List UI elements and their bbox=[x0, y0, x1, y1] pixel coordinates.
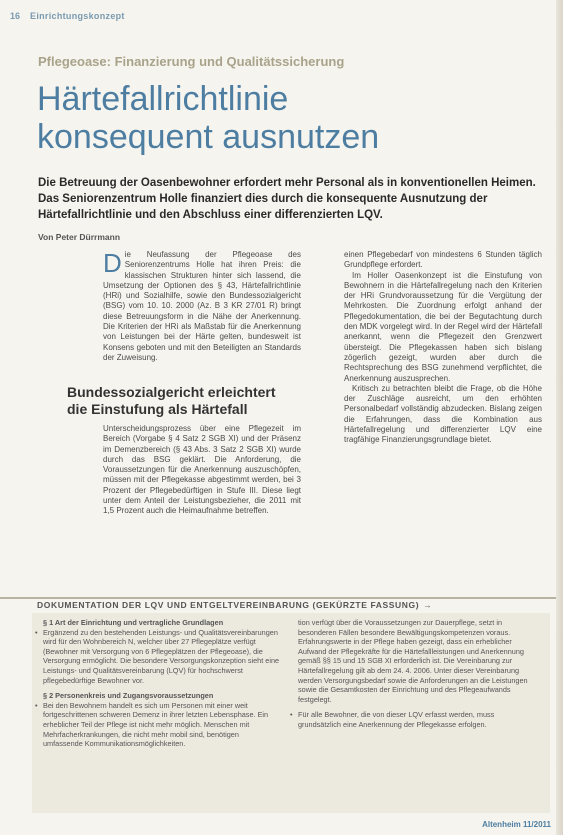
documentation-item bbox=[290, 618, 535, 704]
documentation-title bbox=[37, 600, 537, 610]
documentation-item bbox=[35, 618, 280, 685]
documentation-item-heading: § 2 Personenkreis und Zugangsvoraussetzungen bbox=[43, 691, 214, 701]
body-paragraph: einen Pflegebedarf von mindestens 6 Stunden täglich Grundpflege erfordert. bbox=[344, 250, 542, 270]
drop-cap: D bbox=[103, 248, 122, 278]
page-number: 16 bbox=[10, 11, 21, 21]
body-column-1 bbox=[103, 250, 301, 363]
article-lead: Die Betreuung der Oasenbewohner erfordert mehr Personal als in konventionellen Heimen. Das Seniorenzentrum Holle finanziert dies durch die konsequente Ausnutzung der Härtefallrichtlinie und den Abschluss einer differenzierten LQV. bbox=[38, 177, 536, 221]
bullet-icon: • bbox=[35, 701, 38, 711]
documentation-item-text: Für alle Bewohner, die von dieser LQV erfasst werden, muss grundsätzlich eine Anerkennung der Pflegekasse erfolgen. bbox=[298, 710, 495, 729]
body-paragraph: Kritisch zu betrachten bleibt die Frage, ob die Höhe der Zuschläge ausreicht, um den erhöhten Personalbedarf vollständig abzudecken. Bislang zeigen die Erfahrungen, dass die Kombination aus Härtefallregelung und differenzierter LQV eine tragfähige Finanzierungsgrundlage bietet. bbox=[344, 383, 542, 445]
arrow-right-icon: → bbox=[423, 600, 433, 610]
headline-line-2: konsequent ausnutzen bbox=[37, 118, 380, 156]
subheading-line-1: Bundessozialgericht erleichtert bbox=[67, 384, 276, 400]
subheading-line-2: die Einstufung als Härtefall bbox=[67, 401, 248, 417]
article-byline: Von Peter Dürrmann bbox=[38, 232, 121, 242]
documentation-column-right bbox=[290, 618, 535, 736]
body-paragraph: ie Neufassung der Pflegeoase des Seniorenzentrums Holle hat ihren Preis: die klassischen Strukturen hinter sich lassend, die Umsetzung der Optionen des § 43, Härtefallrichtlinie (HRi) und Sozialhilfe, sowie den Bundessozialgericht (BSG) vom 10. 10. 2000 (Az. B 3 KR 27/01 R) bringt diese Betreuungsform in die Nähe der Anerkennung. Die Kriterien der HRi als Maßstab für die Anerkennung von Leistungen bei der Härte gelten, bundesweit ist Konsens geboten und mit den Beteiligten an Standards der Zuweisung. bbox=[103, 250, 301, 362]
section-label: Einrichtungskonzept bbox=[30, 11, 125, 21]
body-column-1-continued bbox=[103, 424, 301, 517]
documentation-item bbox=[35, 691, 280, 749]
page-edge bbox=[556, 0, 563, 835]
divider bbox=[0, 597, 556, 599]
documentation-title-text: DOKUMENTATION DER LQV UND ENTGELTVEREINBARUNG (GEKÜRZTE FASSUNG) bbox=[37, 600, 420, 610]
section-subheading bbox=[67, 384, 307, 418]
documentation-item-heading: § 1 Art der Einrichtung und vertragliche Grundlagen bbox=[43, 618, 224, 627]
article-headline bbox=[37, 80, 537, 156]
body-paragraph: Im Holler Oasenkonzept ist die Einstufung von Bewohnern in die Härtefallregelung nach den Kriterien der HRi Grundvoraussetzung für die Vergütung der Mehrkosten. Die Zuordnung erfolgt anhand der Pflegedokumentation, die bei der Begutachtung durch den MDK vorgelegt wird. In der Regel wird der Härtefall anerkannt, wenn die Pflegezeit den Grenzwert übersteigt. Die Pflegekassen haben sich bislang zögerlich gezeigt, wurden aber durch die Rechtsprechung des BSG zunehmend verpflichtet, die Anerkennung auszusprechen. bbox=[344, 270, 542, 383]
headline-line-1: Härtefallrichtlinie bbox=[37, 80, 289, 118]
documentation-item bbox=[290, 710, 535, 729]
body-paragraph: Unterscheidungsprozess über eine Pflegezeit im Bereich (Vorgabe § 4 Satz 2 SGB XI) und der Präsenz im Demenzbereich (§ 43 Abs. 3 Satz 2 SGB XI) wurde durch das BSG geklärt. Die Anforderung, die Voraussetzungen für die Anerkennung auszuschöpfen, müssen mit der Pflegekasse abgestimmt werden, bei 3 Prozent der Pflegebedürftigen in Stufe III. Diese liegt unter dem Anteil der Leistungsbezieher, die 2011 mit 1,5 Prozent auch die Heimaufnahme betreffen. bbox=[103, 424, 301, 516]
documentation-item-text: Ergänzend zu den bestehenden Leistungs- und Qualitätsvereinbarungen wird für den Wohnbereich N, welcher über 27 Pflegeplätze verfügt (Bewohner mit Versorgung von 6 Pflegeplätzen der Pflegeoase), die Versorgung ermöglicht. Die besondere Versorgungskonzeption sieht eine Leistungs- und Qualitätsvereinbarung (LQV) für hochschwerst pflegebedürftige Bewohner vor. bbox=[43, 627, 280, 685]
documentation-item-text: Bei den Bewohnern handelt es sich um Personen mit einer weit fortgeschrittenen schweren Demenz in ihrer letzten Lebensphase. Ein erheblicher Teil der Pflege ist nicht mehr möglich. Menschen mit Mehrfacherkrankungen, die nicht mehr mobil sind, benötigen umfassende Kommunikationsmöglichkeiten. bbox=[43, 700, 269, 749]
body-column-2 bbox=[344, 250, 542, 446]
documentation-column-left bbox=[35, 618, 280, 755]
page-footer: Altenheim 11/2011 bbox=[482, 820, 551, 829]
bullet-icon: • bbox=[35, 628, 38, 637]
article-kicker: Pflegeoase: Finanzierung und Qualitätssicherung bbox=[38, 54, 345, 69]
bullet-icon: • bbox=[290, 710, 293, 720]
page-header bbox=[10, 6, 553, 26]
documentation-item-text: tion verfügt über die Voraussetzungen zur Dauerpflege, setzt in besonderen Fällen besondere Bewältigungskompetenzen voraus. Erfahrungswerte in der Pflege haben gezeigt, dass ein erheblicher Aufwand der Pflegekräfte für die Härtefallleistungen und Anerkennung gemäß §§ 15 und 15 SGB XI erforderlich ist. Die Vereinbarung zur Härtefallregelung gilt ab dem 24. 4. 2006. Unter dieser Vereinbarung werden Versorgungsbedarf sowie die Anforderungen an die Leistungen sowie die Gesamtkosten der Einrichtung und des Pflegeaufwands festgelegt. bbox=[298, 618, 528, 704]
